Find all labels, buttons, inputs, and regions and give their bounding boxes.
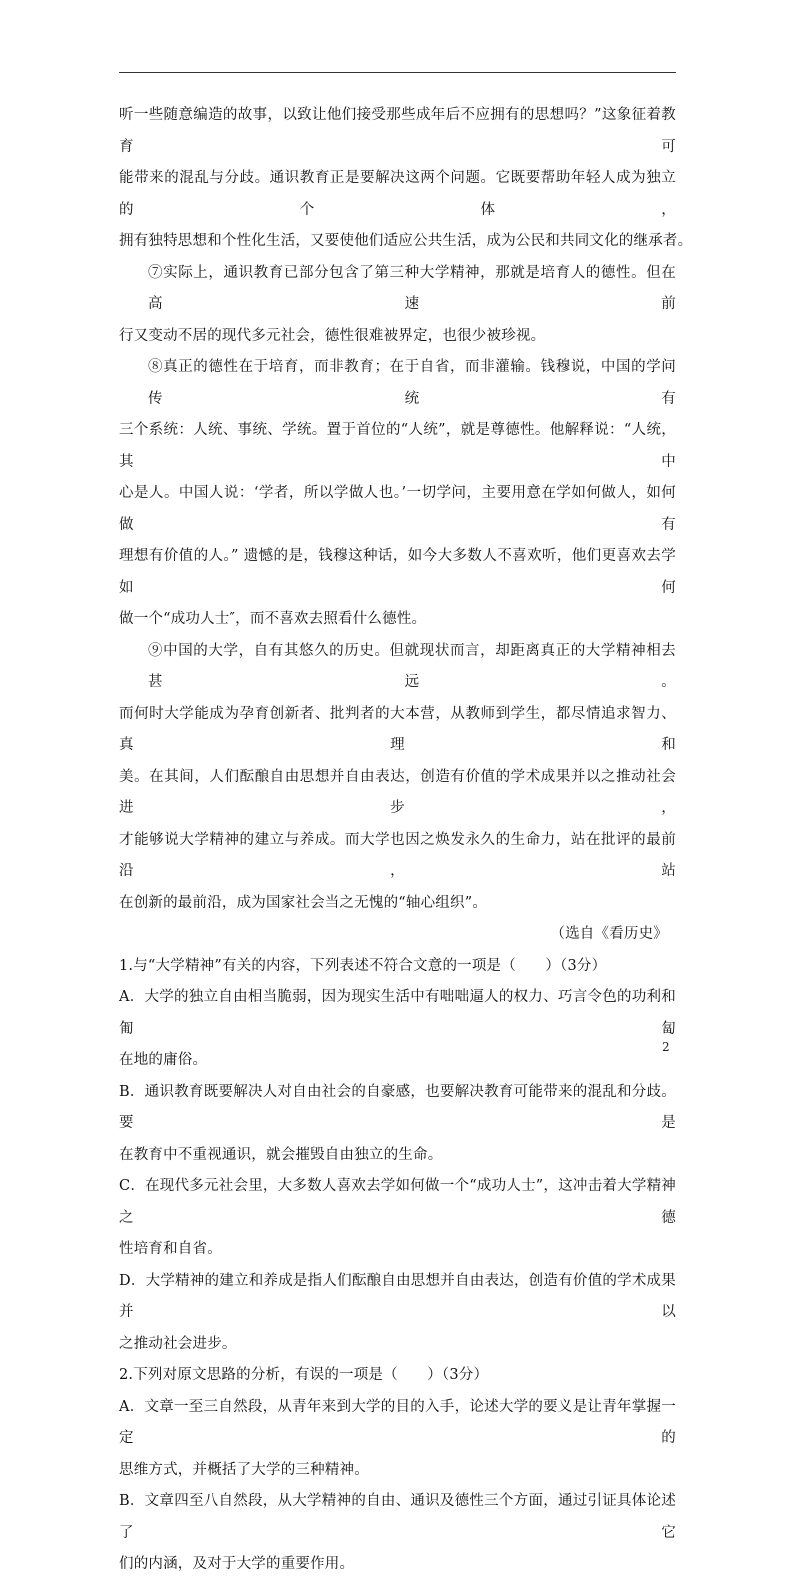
text-line: C．在现代多元社会里，大多数人喜欢去学如何做一个“成功人士”，这冲击着大学精神之德 <box>119 1178 676 1226</box>
text-line: A．文章一至三自然段，从青年来到大学的目的入手，论述大学的要义是让青年掌握一定的 <box>119 1398 676 1446</box>
text-line: 心是人。中国人说：‘学者，所以学做人也。’一切学问，主要用意在学如何做人，如何做有 <box>119 485 676 533</box>
text-line: ⑧真正的德性在于培育，而非教育；在于自省，而非灌输。钱穆说，中国的学问传统有 <box>148 359 676 407</box>
text-line: 做一个“成功人士″，而不喜欢去照看什么德性。 <box>119 611 427 627</box>
text-line: ⑨中国的大学，自有其悠久的历史。但就现状而言，却距离真正的大学精神相去甚远。 <box>148 642 676 690</box>
text-line: 2.下列对原文思路的分析，有误的一项是（ ）（3分） <box>119 1367 489 1383</box>
page-number: 2 <box>662 1040 670 1054</box>
text-line: 三个系统：人统、事统、学统。置于首位的“人统”，就是尊德性。他解释说：“人统，其中 <box>119 422 676 470</box>
text-line: 在教育中不重视通识，就会摧毁自由独立的生命。 <box>119 1146 443 1163</box>
text-line: B．文章四至八自然段，从大学精神的自由、通识及德性三个方面，通过引证具体论述了它 <box>119 1493 676 1541</box>
text-line: D．大学精神的建立和养成是指人们酝酿自由思想并自由表达，创造有价值的学术成果并以 <box>119 1272 676 1320</box>
text-line: 拥有独特思想和个性化生活，又要使他们适应公共生活，成为公民和共同文化的继承者。 <box>119 233 693 249</box>
text-line: 行又变动不居的现代多元社会，德性很难被界定，也很少被珍视。 <box>119 327 546 344</box>
source-citation: （选自《看历史》 <box>550 926 668 942</box>
text-line: B．通识教育既要解决人对自由社会的自豪感，也要解决教育可能带来的混乱和分歧。要是 <box>119 1083 676 1131</box>
text-line: 才能够说大学精神的建立与养成。而大学也因之焕发永久的生命力，站在批评的最前沿，站 <box>119 831 676 879</box>
text-line: 美。在其间，人们酝酿自由思想并自由表达，创造有价值的学术成果并以之推动社会进步， <box>119 768 676 816</box>
text-line: 理想有价值的人。” 遗憾的是，钱穆这种话，如今大多数人不喜欢听，他们更喜欢去学如何 <box>119 548 676 596</box>
text-line: 在创新的最前沿，成为国家社会当之无愧的“轴心组织”。 <box>119 894 488 911</box>
text-line: 1.与“大学精神”有关的内容，下列表述不符合文意的一项是（ ）（3分） <box>119 957 607 974</box>
text-line: 能带来的混乱与分歧。通识教育正是要解决这两个问题。它既要帮助年轻人成为独立的个体， <box>119 170 676 218</box>
header-rule <box>119 72 676 73</box>
text-line: 性培育和自省。 <box>119 1241 222 1257</box>
text-line: 之推动社会进步。 <box>119 1335 237 1352</box>
text-line: 们的内涵，及对于大学的重要作用。 <box>119 1556 355 1572</box>
text-line: A．大学的独立自由相当脆弱，因为现实生活中有咄咄逼人的权力、巧言令色的功利和匍匐 <box>119 989 676 1037</box>
text-line: 在地的庸俗。 <box>119 1052 208 1068</box>
text-line: 思维方式，并概括了大学的三种精神。 <box>119 1461 369 1478</box>
text-line: 听一些随意编造的故事，以致让他们接受那些成年后不应拥有的思想吗？”这象征着教育可 <box>119 107 676 155</box>
article-body <box>119 100 693 1581</box>
text-line: ⑦实际上，通识教育已部分包含了第三种大学精神，那就是培育人的德性。但在高速前 <box>148 264 676 312</box>
text-line: 而何时大学能成为孕育创新者、批判者的大本营，从教师到学生，都尽情追求智力、真理和 <box>119 705 676 753</box>
